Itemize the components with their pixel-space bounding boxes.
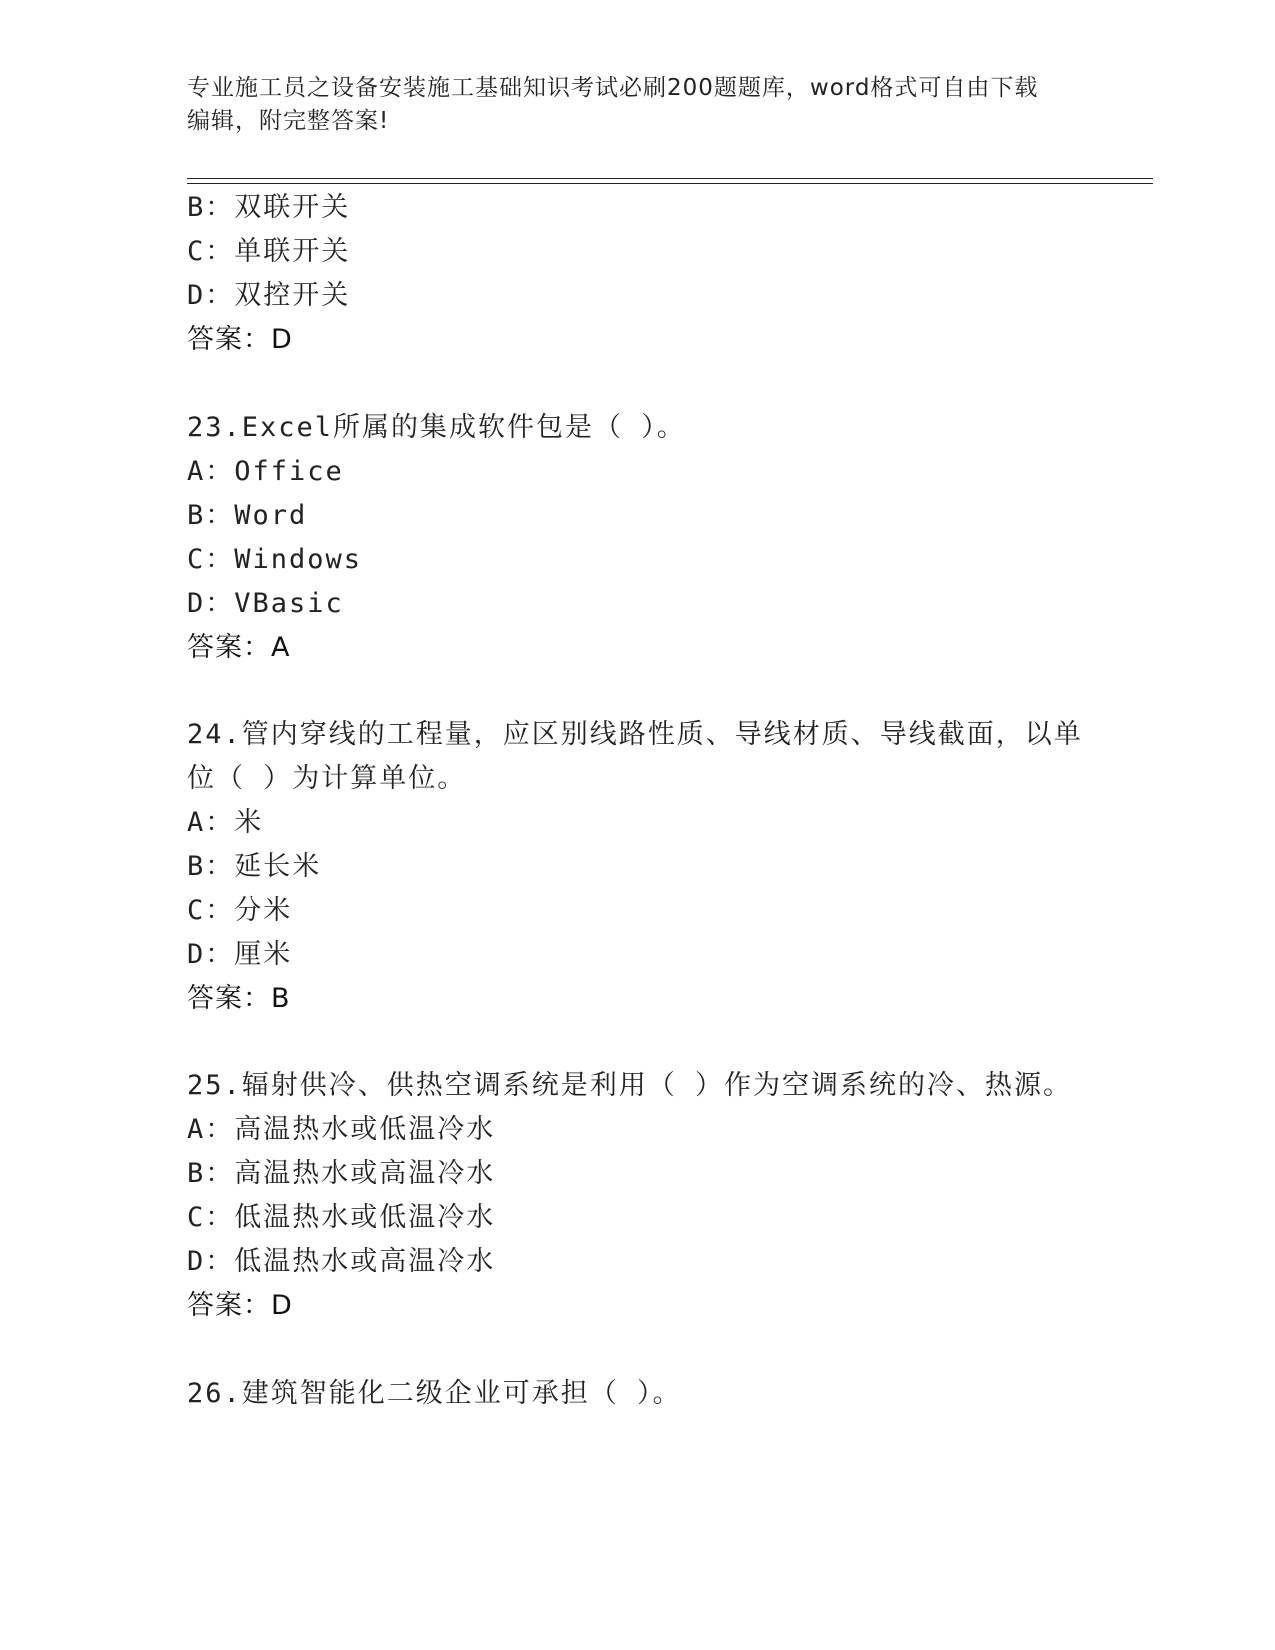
q24-option-a: A：米 xyxy=(187,807,264,838)
q23-option-b: B：Word xyxy=(187,500,308,531)
q23-answer: 答案：A xyxy=(187,632,291,663)
q26-stem: 26.建筑智能化二级企业可承担（ ）。 xyxy=(187,1378,682,1409)
q25-option-a: A：高温热水或低温冷水 xyxy=(187,1114,496,1145)
q22-option-c: C：单联开关 xyxy=(187,236,351,267)
q23-stem: 23.Excel所属的集成软件包是（ ）。 xyxy=(187,412,686,443)
header-divider-bottom xyxy=(187,183,1153,184)
q24-stem-line-1: 24.管内穿线的工程量，应区别线路性质、导线材质、导线截面，以单 xyxy=(187,719,1083,750)
q25-option-b: B：高温热水或高温冷水 xyxy=(187,1158,496,1189)
q22-option-b: B：双联开关 xyxy=(187,192,351,223)
q25-option-c: C：低温热水或低温冷水 xyxy=(187,1202,496,1233)
q23-option-c: C：Windows xyxy=(187,544,363,575)
header-title-line-2: 编辑，附完整答案! xyxy=(187,108,390,134)
q22-option-d: D：双控开关 xyxy=(187,280,351,311)
q24-option-c: C：分米 xyxy=(187,895,293,926)
header-divider-top xyxy=(187,178,1153,179)
q25-stem: 25.辐射供冷、供热空调系统是利用（ ）作为空调系统的冷、热源。 xyxy=(187,1070,1073,1101)
q24-stem-line-2: 位（ ）为计算单位。 xyxy=(187,763,467,794)
q24-answer: 答案：B xyxy=(187,983,291,1014)
header-title-line-1: 专业施工员之设备安装施工基础知识考试必刷200题题库，word格式可自由下载 xyxy=(187,75,1039,101)
q22-answer: 答案：D xyxy=(187,324,293,355)
q24-option-b: B：延长米 xyxy=(187,851,322,882)
q23-option-a: A：Office xyxy=(187,456,344,487)
document-header xyxy=(187,72,1087,138)
q23-option-d: D：VBasic xyxy=(187,588,344,619)
q25-option-d: D：低温热水或高温冷水 xyxy=(187,1246,496,1277)
q24-option-d: D：厘米 xyxy=(187,939,293,970)
q25-answer: 答案：D xyxy=(187,1290,293,1321)
